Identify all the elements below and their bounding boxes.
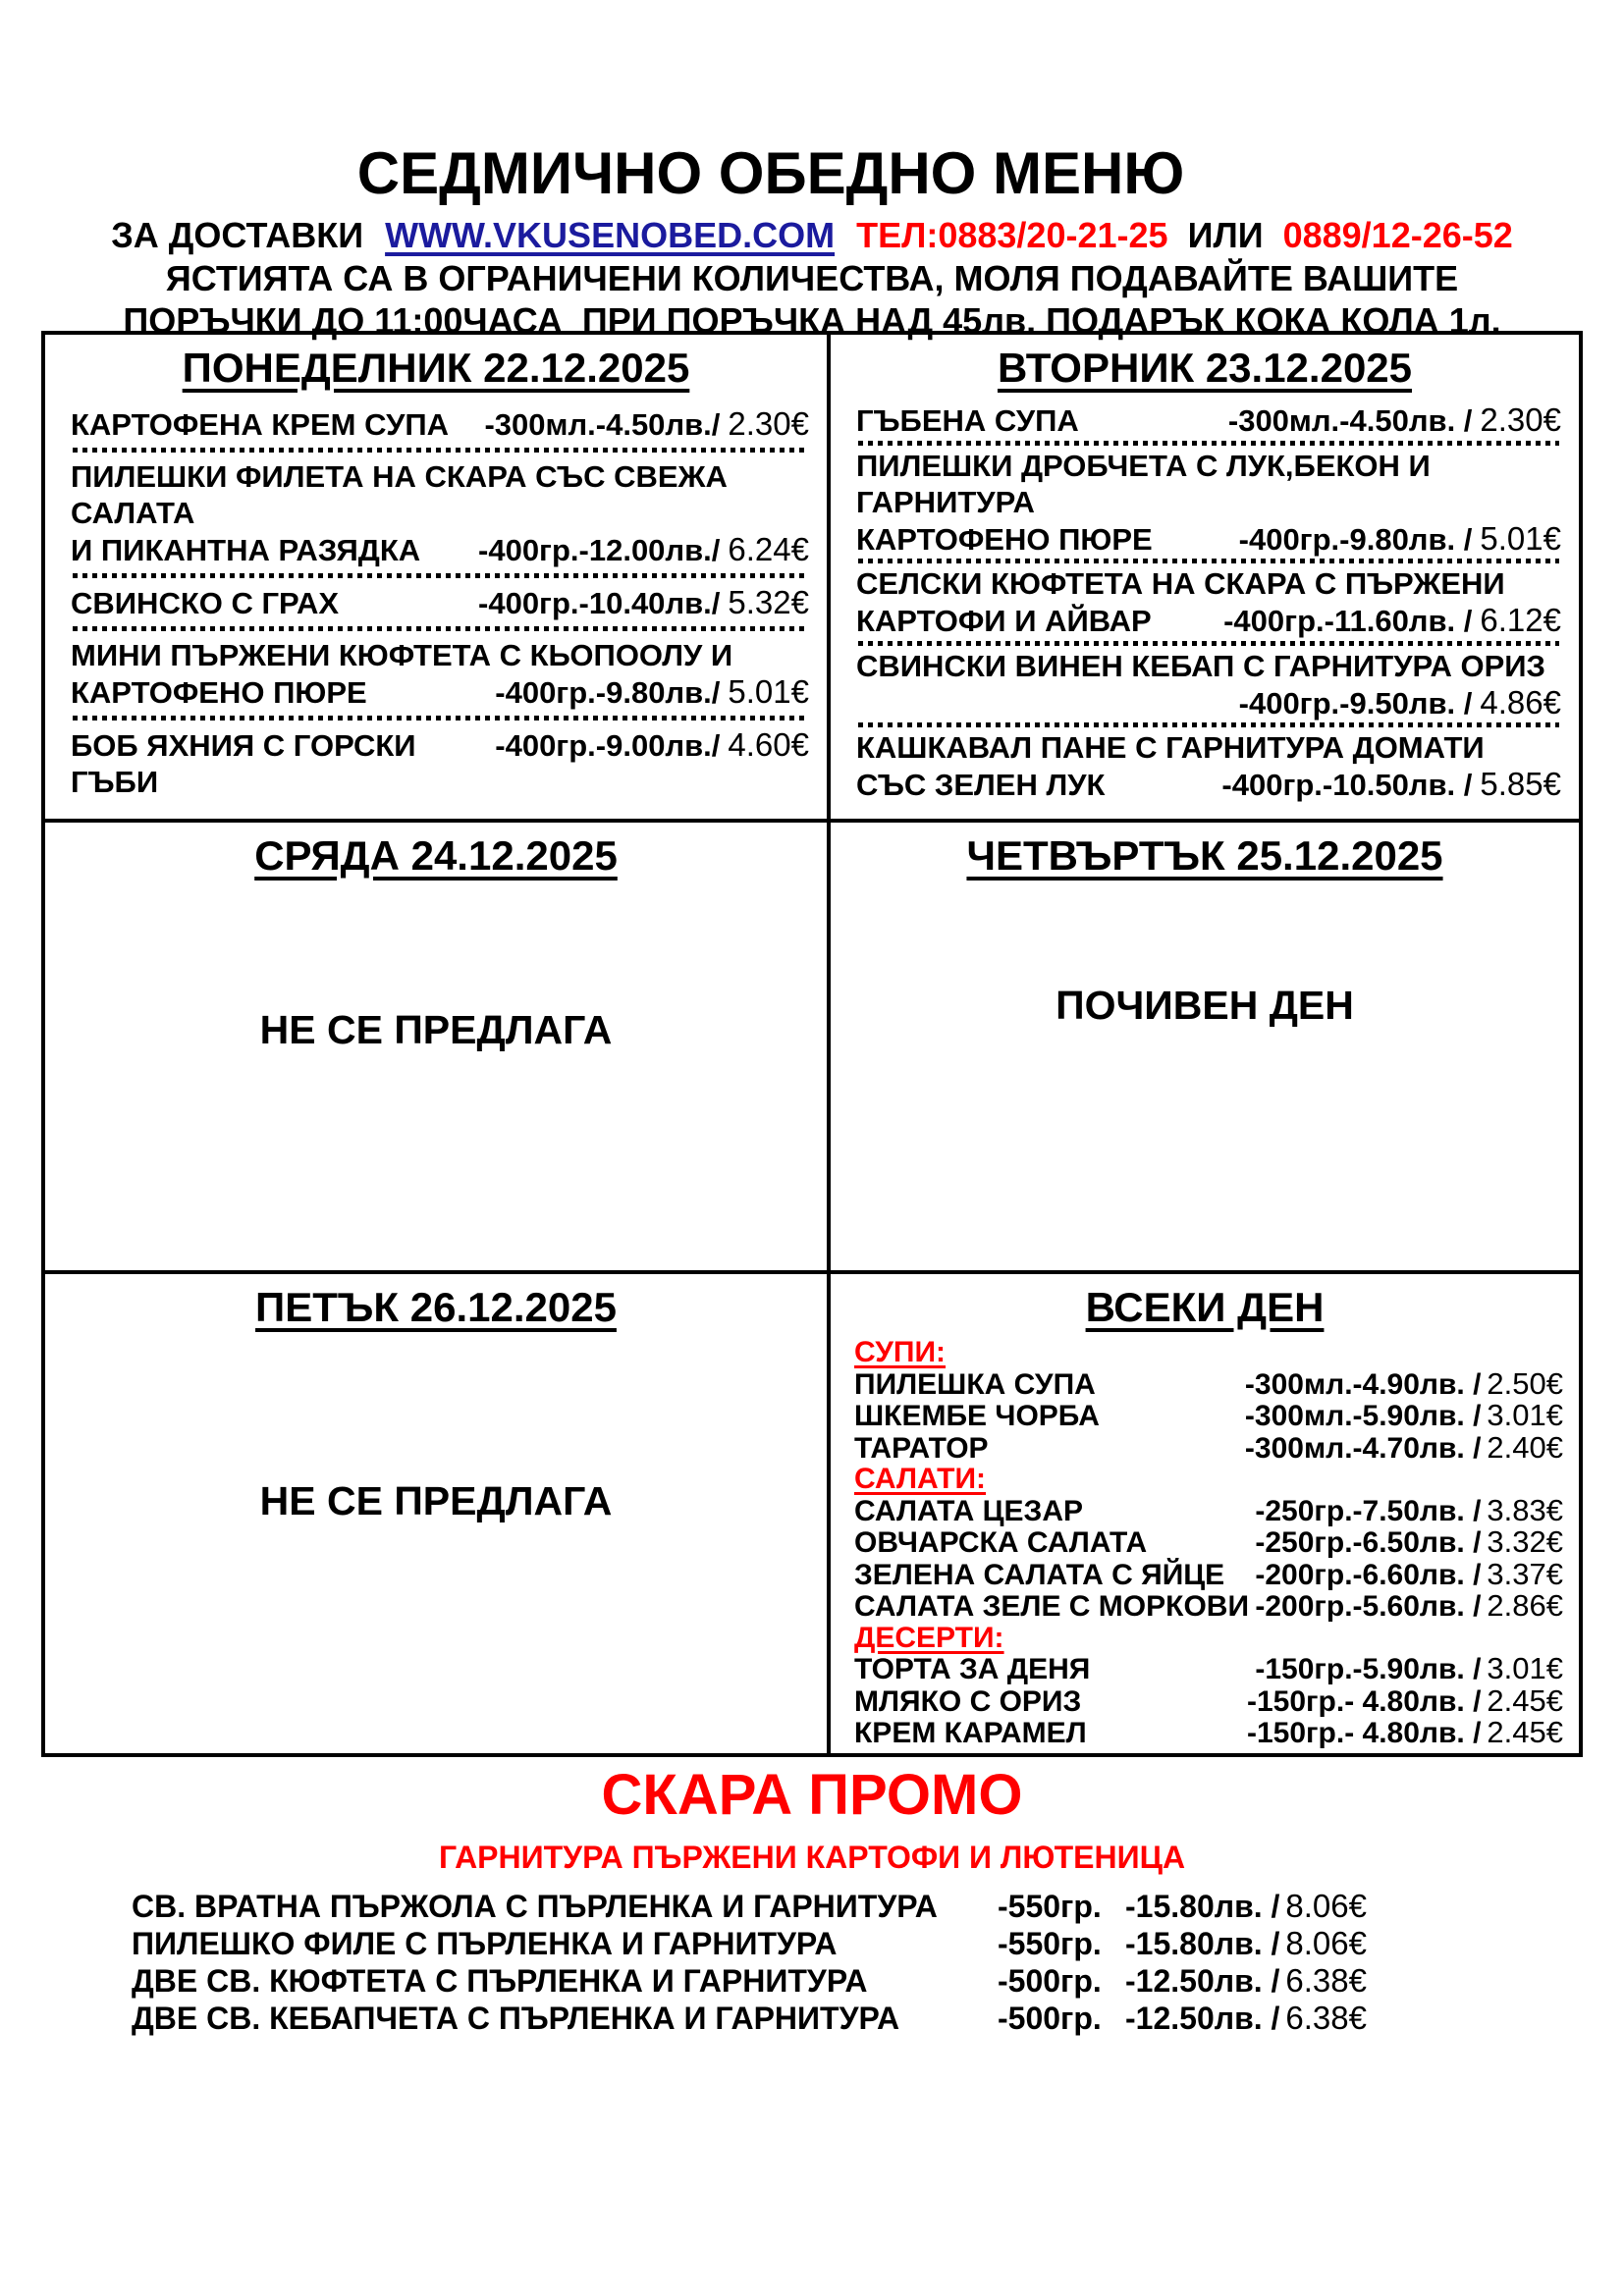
menu-item [854, 1492, 1563, 1527]
menu-item-price-eur: 3.01€ [1487, 1398, 1563, 1433]
menu-item-name: КАРТОФИ И АЙВАР [856, 604, 1152, 639]
menu-item [854, 1526, 1563, 1559]
menu-item-name: СЪС ЗЕЛЕН ЛУК [856, 768, 1106, 803]
menu-item-price: -400гр.-11.60лв. / 6.12€ [1223, 602, 1561, 639]
dotted-separator [73, 573, 807, 578]
order-deadline-note: ПОРЪЧКИ ДО 11:00ЧАСА ПРИ ПОРЪЧКА НАД 45лв. ПОДАРЪК КОКА КОЛА 1л. [123, 299, 1501, 341]
menu-item [71, 726, 809, 800]
menu-item-name: КАШКАВАЛ ПАНЕ С ГАРНИТУРА ДОМАТИ [856, 730, 1485, 766]
not-offered-message: НЕ СЕ ПРЕДЛАГА [259, 1007, 613, 1053]
wednesday-cell [45, 823, 831, 1274]
menu-item [854, 1429, 1563, 1465]
day-off-message: ПОЧИВЕН ДЕН [1056, 983, 1354, 1029]
friday-cell [45, 1274, 831, 1753]
menu-item [854, 1653, 1563, 1685]
dotted-separator [858, 441, 1559, 446]
menu-item-name: СВИНСКИ ВИНЕН КЕБАП С ГАРНИТУРА ОРИЗ [856, 648, 1545, 683]
menu-item-name: КАРТОФЕНА КРЕМ СУПА [71, 406, 450, 442]
dotted-separator [858, 641, 1559, 646]
menu-item-price-eur: 3.37€ [1487, 1556, 1563, 1591]
menu-item-price-eur: 2.50€ [1487, 1365, 1563, 1401]
menu-item [71, 405, 809, 443]
menu-item-price: -150гр.-5.90лв. / 3.01€ [1255, 1651, 1563, 1686]
menu-item-price-eur: 4.86€ [1480, 683, 1561, 721]
menu-item [854, 1365, 1563, 1401]
not-offered-message: НЕ СЕ ПРЕДЛАГА [259, 1478, 613, 1524]
menu-item [71, 458, 809, 568]
menu-item-price: -200гр.-5.60лв. / 2.86€ [1255, 1588, 1563, 1624]
salads-label: САЛАТИ: [854, 1463, 987, 1496]
menu-item-price: -400гр.-9.80лв. / 5.01€ [1238, 519, 1561, 557]
menu-item [856, 401, 1561, 439]
menu-item-price-eur: 2.45€ [1487, 1715, 1563, 1750]
menu-item-name: КАРТОФЕНО ПЮРЕ [856, 521, 1153, 557]
menu-item-name: СВ. ВРАТНА ПЪРЖОЛА С ПЪРЛЕНКА И ГАРНИТУРА [132, 1889, 938, 1924]
menu-item-price-eur: 8.06€ [1285, 1925, 1367, 1961]
menu-item-name: ПИЛЕШКИ ФИЛЕТА НА СКАРА СЪС СВЕЖА САЛАТА [71, 458, 728, 530]
menu-item-name: КРЕМ КАРАМЕЛ [854, 1717, 1087, 1750]
everyday-items [831, 1331, 1579, 1753]
menu-item-name: ТАРАТОР [854, 1431, 989, 1465]
menu-item-price: -12.50лв. / 6.38€ [1125, 1962, 1367, 1999]
menu-item-name: ПИЛЕШКА СУПА [854, 1367, 1096, 1401]
menu-item-price: -15.80лв. / 8.06€ [1125, 1925, 1367, 1961]
menu-item-name: ШКЕМБЕ ЧОРБА [854, 1400, 1100, 1433]
menu-item [856, 648, 1561, 721]
menu-item-quantity: -500гр. [998, 1963, 1102, 1999]
dotted-separator [73, 626, 807, 631]
dotted-separator [858, 722, 1559, 727]
menu-item-name: ОВЧАРСКА САЛАТА [854, 1526, 1148, 1560]
menu-item-price-eur: 5.32€ [728, 583, 809, 620]
menu-item-price: -400гр.-9.80лв./ 5.01€ [495, 672, 809, 710]
tuesday-title: ВТОРНИК 23.12.2025 [997, 345, 1413, 391]
menu-item-name: И ПИКАНТНА РАЗЯДКА [71, 532, 421, 567]
delivery-info [0, 215, 1624, 256]
promo-items [132, 1888, 1371, 2037]
everyday-title: ВСЕКИ ДЕН [1085, 1284, 1325, 1330]
everyday-cell [831, 1274, 1579, 1753]
menu-item-price: -300мл.-4.50лв. / 2.30€ [1227, 401, 1561, 439]
menu-item-price: -300мл.-4.50лв./ 2.30€ [484, 404, 809, 442]
monday-cell [45, 335, 831, 823]
menu-item-price: -400гр.-12.00лв./ 6.24€ [478, 530, 809, 567]
menu-item [71, 637, 809, 711]
menu-item-price: -400гр.-9.00лв./ 4.60€ [495, 725, 809, 763]
menu-item-price-eur: 2.30€ [1480, 401, 1561, 439]
menu-item-name: ДВЕ СВ. КЮФТЕТА С ПЪРЛЕНКА И ГАРНИТУРА [132, 1963, 868, 1999]
menu-item-price: -150гр.- 4.80лв. / 2.45€ [1247, 1682, 1563, 1718]
menu-item-price-eur: 5.01€ [728, 672, 809, 710]
tuesday-items [831, 392, 1579, 819]
menu-item-name: ПИЛЕШКИ ДРОБЧЕТА С ЛУК,БЕКОН И ГАРНИТУРА [856, 448, 1431, 519]
menu-item-name: МЛЯКО С ОРИЗ [854, 1684, 1082, 1718]
monday-items [45, 392, 827, 819]
dotted-separator [858, 559, 1559, 563]
menu-item-price-eur: 4.60€ [728, 725, 809, 763]
weekly-menu-table [41, 331, 1583, 1757]
menu-item [854, 1717, 1563, 1749]
menu-item-name: СЕЛСКИ КЮФТЕТА НА СКАРА С ПЪРЖЕНИ [856, 566, 1505, 602]
menu-item-name: МИНИ ПЪРЖЕНИ КЮФТЕТА С КЬОПООЛУ И [71, 637, 733, 672]
menu-item-price-eur: 6.38€ [1285, 2000, 1367, 2036]
menu-item-quantity: -550гр. [998, 1889, 1102, 1924]
menu-item-price: -300мл.-5.90лв. / 3.01€ [1244, 1398, 1563, 1433]
dotted-separator [73, 716, 807, 721]
phone-number-2: 0889/12-26-52 [1282, 215, 1513, 256]
menu-item-price-eur: 6.24€ [728, 530, 809, 567]
limited-quantity-note: ЯСТИЯТА СА В ОГРАНИЧЕНИ КОЛИЧЕСТВА, МОЛЯ ПОДАВАЙТЕ ВАШИТЕ [165, 257, 1459, 298]
promo-item [132, 1925, 1371, 1962]
menu-item-price: -150гр.- 4.80лв. / 2.45€ [1247, 1715, 1563, 1750]
friday-title: ПЕТЪК 26.12.2025 [255, 1284, 617, 1330]
thursday-title: ЧЕТВЪРТЪК 25.12.2025 [966, 832, 1443, 879]
soups-label: СУПИ: [854, 1336, 947, 1369]
page-title: СЕДМИЧНО ОБЕДНО МЕНЮ [356, 140, 1185, 206]
menu-item-price-eur: 6.12€ [1480, 602, 1561, 639]
menu-item-price-eur: 2.30€ [728, 404, 809, 442]
thursday-cell [831, 823, 1579, 1274]
menu-item [856, 729, 1561, 803]
desserts-label: ДЕСЕРТИ: [854, 1621, 1004, 1654]
menu-item [854, 1590, 1563, 1623]
menu-item-name: ДВЕ СВ. КЕБАПЧЕТА С ПЪРЛЕНКА И ГАРНИТУРА [132, 2001, 900, 2036]
menu-item-price-eur: 2.40€ [1487, 1429, 1563, 1465]
menu-item-price-eur: 3.32€ [1487, 1524, 1563, 1560]
menu-item-quantity: -550гр. [998, 1926, 1102, 1961]
website-link[interactable]: WWW.VKUSENOBED.COM [385, 215, 836, 256]
menu-item-name: ТОРТА ЗА ДЕНЯ [854, 1653, 1091, 1686]
grill-promo-section [0, 1763, 1624, 2037]
tuesday-cell [831, 335, 1579, 823]
menu-item [71, 584, 809, 621]
menu-item-price: -300мл.-4.70лв. / 2.40€ [1244, 1429, 1563, 1465]
menu-item-name: КАРТОФЕНО ПЮРЕ [71, 674, 367, 710]
menu-item-name: ЗЕЛЕНА САЛАТА С ЯЙЦЕ [854, 1558, 1225, 1591]
menu-item-price: -250гр.-7.50лв. / 3.83€ [1255, 1492, 1563, 1527]
menu-item-price: -400гр.-9.50лв. / 4.86€ [1238, 683, 1561, 721]
wednesday-title: СРЯДА 24.12.2025 [254, 832, 618, 879]
menu-item [854, 1556, 1563, 1591]
menu-item-name: САЛАТА ЦЕЗАР [854, 1494, 1083, 1527]
menu-item-quantity: -500гр. [998, 2001, 1102, 2036]
menu-item-name: ПИЛЕШКО ФИЛЕ С ПЪРЛЕНКА И ГАРНИТУРА [132, 1926, 838, 1961]
menu-item-price: -250гр.-6.50лв. / 3.32€ [1255, 1524, 1563, 1560]
menu-item-price-eur: 6.38€ [1285, 1962, 1367, 1999]
menu-item-price-eur: 8.06€ [1285, 1888, 1367, 1924]
menu-item-price-eur: 2.86€ [1487, 1588, 1563, 1624]
menu-item-price-eur: 3.83€ [1487, 1492, 1563, 1527]
dotted-separator [73, 448, 807, 453]
menu-item-price: -12.50лв. / 6.38€ [1125, 2000, 1367, 2036]
menu-item-price-eur: 3.01€ [1487, 1651, 1563, 1686]
menu-item-price: -200гр.-6.60лв. / 3.37€ [1255, 1556, 1563, 1591]
promo-item [132, 1888, 1371, 1925]
menu-item-name: САЛАТА ЗЕЛЕ С МОРКОВИ [854, 1590, 1250, 1624]
phone-number-1: ТЕЛ:0883/20-21-25 [856, 215, 1168, 256]
page-header [0, 140, 1624, 342]
menu-item-price: -15.80лв. / 8.06€ [1125, 1888, 1367, 1924]
menu-item-name: СВИНСКО С ГРАХ [71, 585, 340, 620]
menu-item [854, 1400, 1563, 1432]
promo-item [132, 2000, 1371, 2037]
menu-item-price: -400гр.-10.50лв. / 5.85€ [1221, 766, 1561, 803]
menu-item-name: ГЪБЕНА СУПА [856, 403, 1079, 439]
menu-item-price-eur: 5.85€ [1480, 766, 1561, 803]
promo-subtitle: ГАРНИТУРА ПЪРЖЕНИ КАРТОФИ И ЛЮТЕНИЦА [438, 1840, 1186, 1875]
delivery-prefix: ЗА ДОСТАВКИ [111, 215, 364, 256]
menu-item-price: -400гр.-10.40лв./ 5.32€ [478, 583, 809, 620]
or-word: ИЛИ [1187, 215, 1264, 256]
monday-title: ПОНЕДЕЛНИК 22.12.2025 [182, 345, 690, 391]
menu-item [854, 1682, 1563, 1718]
menu-item [856, 565, 1561, 639]
promo-item [132, 1962, 1371, 2000]
menu-item-price: -300мл.-4.90лв. / 2.50€ [1244, 1365, 1563, 1401]
menu-item [856, 448, 1561, 558]
menu-item-price-eur: 5.01€ [1480, 519, 1561, 557]
menu-item-name: БОБ ЯХНИЯ С ГОРСКИ ГЪБИ [71, 727, 416, 799]
menu-item-price-eur: 2.45€ [1487, 1682, 1563, 1718]
promo-title: СКАРА ПРОМО [601, 1763, 1023, 1827]
